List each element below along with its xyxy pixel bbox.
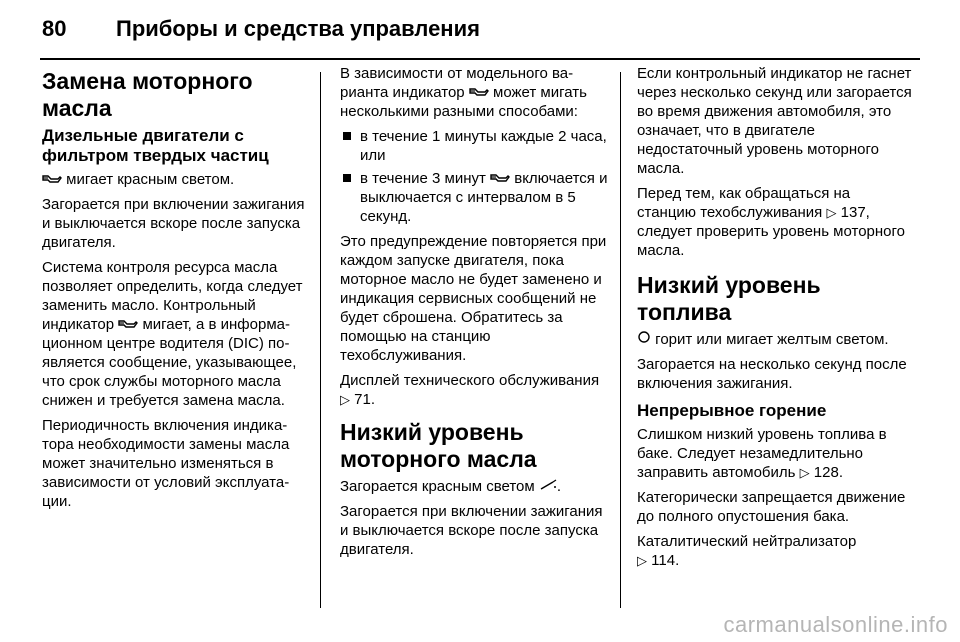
column-divider <box>320 72 321 608</box>
page-ref-icon: ▷ <box>637 553 647 568</box>
oil-change-icon <box>469 86 489 97</box>
bullet-icon <box>343 132 351 140</box>
page-ref-icon: ▷ <box>826 205 837 220</box>
column-1 <box>42 68 310 517</box>
paragraph: горит или мигает желтым светом. <box>637 330 912 349</box>
paragraph: Система контроля ресурса масла позволяет определить, когда следует заменить масло. Контрольный индикатор мигает, а в информационном центре водителя (DIC) появляется сообщение, указывающее, что срок службы моторного масла снижен и требуется замена масла. <box>42 259 303 409</box>
page-ref-icon: ▷ <box>799 465 810 480</box>
low-oil-heading: Низкий уровень моторного масла <box>340 419 537 472</box>
continuous-light-subheading: Непрерывное горение <box>637 401 827 420</box>
paragraph: Каталитический нейтрализатор ▷ 114. <box>637 533 857 569</box>
paragraph: Загорается при включении зажигания и выключается вскоре после запуска двигателя. <box>340 503 603 558</box>
page-ref-link[interactable]: 137, <box>840 204 870 221</box>
paragraph: В зависимости от модельного варианта индикатор может мигать несколькими разными способами: <box>340 65 587 120</box>
page-number: 80 <box>42 16 67 41</box>
oil-can-icon <box>539 479 557 491</box>
page-header <box>0 0 960 62</box>
fuel-indicator-icon <box>637 330 651 344</box>
list-item: в течение 3 минут включается и выключается с интервалом в 5 секунд. <box>340 169 608 226</box>
column-divider <box>620 72 621 608</box>
low-fuel-heading: Низкий уровень топлива <box>637 272 821 325</box>
paragraph: Загорается при включении зажигания и выключается вскоре после запуска двигателя. <box>42 196 305 251</box>
oil-change-icon <box>490 172 510 183</box>
oil-change-icon <box>118 318 138 329</box>
paragraph: Загорается красным светом . <box>340 478 562 495</box>
page-ref-link[interactable]: 114. <box>651 552 680 569</box>
watermark: carmanualsonline.info <box>723 612 948 637</box>
bullet-icon <box>343 174 351 182</box>
page-title: Приборы и средства управления <box>116 16 480 41</box>
list-item: в течение 1 минуты каждые 2 часа, или <box>340 127 608 165</box>
paragraph: Категорически запрещается движение до полного опустошения бака. <box>637 489 906 525</box>
page-ref-icon: ▷ <box>340 392 350 407</box>
paragraph: Перед тем, как обращаться на станцию техобслуживания ▷ 137, следует проверить уровень моторного масла. <box>637 185 906 259</box>
diesel-subheading: Дизельные двигатели с фильтром твердых частиц <box>42 126 269 165</box>
paragraph: Слишком низкий уровень топлива в баке. Следует незамедлительно заправить автомобиль ▷ 128. <box>637 426 887 481</box>
page-ref-link[interactable]: 128. <box>813 464 843 481</box>
page-ref-link[interactable]: 71. <box>354 391 376 408</box>
paragraph: мигает красным светом. <box>42 170 310 189</box>
oil-change-heading: Замена моторного масла <box>42 68 253 121</box>
bullet-list <box>340 127 608 226</box>
header-rule <box>40 58 920 60</box>
oil-change-icon <box>42 173 62 184</box>
column-3 <box>637 64 912 576</box>
paragraph: Это предупреждение повторяется при каждом запуске двигателя, пока моторное масло не будет заменено и индикация сервисных сообщений не будет сброшена. Обратитесь за помощью на станцию техобслуживания. <box>340 233 607 364</box>
paragraph: Дисплей технического обслуживания ▷ 71. <box>340 372 600 408</box>
paragraph: Загорается на несколько секунд после включения зажигания. <box>637 356 907 392</box>
paragraph: Периодичность включения индикатора необходимости замены масла может значительно изменяться в зависимости от условий эксплуатации. <box>42 417 290 510</box>
paragraph: Если контрольный индикатор не гаснет через несколько секунд или загорается во время движения автомобиля, это означает, что в двигателе недостаточный уровень моторного масла. <box>637 65 912 177</box>
column-2 <box>340 64 608 565</box>
